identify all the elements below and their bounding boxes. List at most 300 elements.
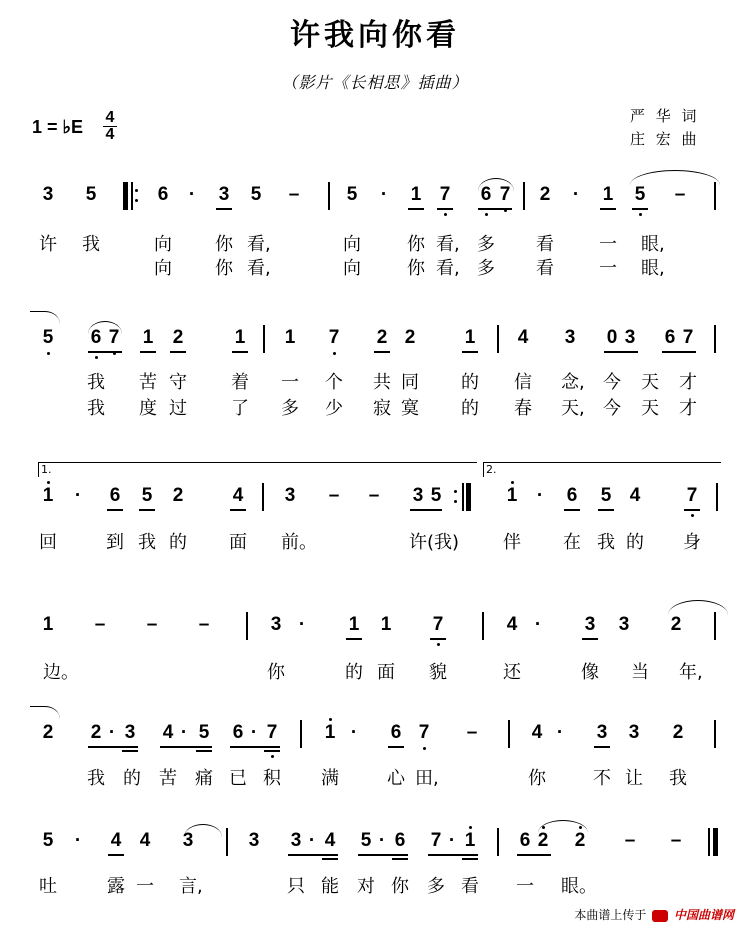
barline (226, 828, 228, 856)
lyric: 的 (461, 372, 479, 393)
lyric: 像 (581, 662, 599, 683)
lyric: 在 (563, 532, 581, 553)
note: 7 (499, 184, 511, 205)
barline (300, 720, 302, 748)
underline (346, 638, 362, 640)
lyric: 一 (136, 876, 154, 897)
note: 2 (376, 327, 388, 348)
note: · (74, 830, 82, 851)
lyric: 不 (593, 768, 611, 789)
note: · (380, 184, 388, 205)
lyric: 一 (516, 876, 534, 897)
note: 7 (439, 184, 451, 205)
slur (184, 824, 222, 837)
lyric: 我 (597, 532, 615, 553)
note: 3 (564, 327, 576, 348)
underline (392, 858, 408, 860)
note: 6 (519, 830, 531, 851)
lyric: 苦 (139, 372, 157, 393)
lyric: 看, (436, 234, 460, 255)
lyric: 度 (139, 398, 157, 419)
note: 3 (412, 485, 424, 506)
note: 3 (628, 722, 640, 743)
underline (88, 351, 122, 353)
octave-dot-below (691, 514, 694, 517)
tie-to-next-line (630, 170, 720, 185)
barline (246, 612, 248, 640)
note: 6 (664, 327, 676, 348)
barline (716, 483, 718, 511)
note: 3 (218, 184, 230, 205)
octave-dot-below (423, 747, 426, 750)
barline (328, 182, 330, 210)
underline (230, 509, 246, 511)
underline (216, 208, 232, 210)
lyric: 的 (345, 662, 363, 683)
note: 1 (410, 184, 422, 205)
note: – (146, 614, 158, 635)
brand-logo-icon (652, 910, 668, 922)
underline (196, 746, 212, 748)
note: – (466, 722, 478, 743)
note: – (94, 614, 106, 635)
slur (88, 321, 122, 334)
barline (523, 182, 525, 210)
lyric: 看 (461, 876, 479, 897)
barline (482, 612, 484, 640)
barline (497, 828, 499, 856)
underline (478, 208, 512, 210)
note: 4 (232, 485, 244, 506)
underline (410, 509, 442, 511)
note: 3 (248, 830, 260, 851)
octave-dot-below (444, 213, 447, 216)
octave-dot-below (639, 213, 642, 216)
underline (632, 208, 648, 210)
note: 3 (182, 830, 194, 851)
repeat-end-barline (466, 483, 471, 511)
underline (392, 854, 408, 856)
lyric: 看, (247, 258, 271, 279)
note: 3 (624, 327, 636, 348)
final-barline (713, 828, 718, 856)
barline (497, 325, 499, 353)
lyric: 只 (287, 876, 305, 897)
lyric: 你 (407, 234, 425, 255)
lyric: 了 (231, 398, 249, 419)
note: 7 (418, 722, 430, 743)
composer-credit: 庄 宏 曲 (630, 130, 700, 148)
lyric: 天 (641, 398, 659, 419)
lyric: 露 (107, 876, 125, 897)
barline (714, 182, 716, 210)
note: 5 (250, 184, 262, 205)
note: 6 (90, 327, 102, 348)
lyric: 向 (343, 234, 361, 255)
lyric: 苦 (159, 768, 177, 789)
underline (196, 750, 212, 752)
lyric: 同 (401, 372, 419, 393)
note: 4 (110, 830, 122, 851)
lyric: 我 (82, 234, 100, 255)
note: – (288, 184, 300, 205)
lyric: 一 (599, 258, 617, 279)
lyric: 让 (625, 768, 643, 789)
note: 6 (157, 184, 169, 205)
lyric: 寂 (373, 398, 391, 419)
note: 2 (672, 722, 684, 743)
note: 3 (270, 614, 282, 635)
note: 2 (90, 722, 102, 743)
barline (714, 720, 716, 748)
note: 5 (600, 485, 612, 506)
note: 5 (634, 184, 646, 205)
lyric: 春 (514, 398, 532, 419)
note: 1 (284, 327, 296, 348)
note: 3 (596, 722, 608, 743)
note: · (572, 184, 580, 205)
underline (594, 746, 610, 748)
lyric: 身 (683, 532, 701, 553)
lyric: 少 (325, 398, 343, 419)
lyric: 你 (407, 258, 425, 279)
underline (462, 854, 478, 856)
note: 6 (480, 184, 492, 205)
note: 7 (682, 327, 694, 348)
lyric: 你 (215, 258, 233, 279)
note: 2 (42, 722, 54, 743)
note: 7 (266, 722, 278, 743)
lyric: 多 (427, 876, 445, 897)
lyric: 貌 (429, 662, 447, 683)
octave-dot-below (113, 352, 116, 355)
underline (430, 638, 446, 640)
note: 4 (139, 830, 151, 851)
tie-to-next-line (668, 600, 728, 615)
volta-2: 2. (483, 462, 721, 477)
lyric: 才 (679, 372, 697, 393)
note: 7 (108, 327, 120, 348)
octave-dot-above (469, 826, 472, 829)
note: · (536, 485, 544, 506)
lyric: 看, (247, 234, 271, 255)
octave-dot-below (485, 213, 488, 216)
underline (437, 208, 453, 210)
lyric: 念, (561, 372, 585, 393)
note: · (556, 722, 564, 743)
note: 1 (42, 485, 54, 506)
lyric: 到 (106, 532, 124, 553)
octave-dot-above (511, 481, 514, 484)
note: · (250, 722, 258, 743)
lyric: 痛 (195, 768, 213, 789)
note: 5 (141, 485, 153, 506)
lyric: 你 (391, 876, 409, 897)
lyric: 满 (321, 768, 339, 789)
note: 6 (566, 485, 578, 506)
underline (108, 854, 124, 856)
lyric: 积 (263, 768, 281, 789)
note: 2 (172, 327, 184, 348)
note: 2 (172, 485, 184, 506)
note: · (534, 614, 542, 635)
lyric: 看 (536, 258, 554, 279)
lyric: 回 (39, 532, 57, 553)
octave-dot-below (95, 356, 98, 359)
lyric: 共 (373, 372, 391, 393)
lyric: 向 (154, 258, 172, 279)
lyric: 眼, (641, 258, 665, 279)
note: 1 (348, 614, 360, 635)
underline (139, 509, 155, 511)
repeat-end-barline-thin (462, 483, 464, 511)
lyric: 我 (87, 768, 105, 789)
song-title: 许我向你看 (290, 18, 460, 53)
lyric: 看 (536, 234, 554, 255)
underline (564, 509, 580, 511)
note: 2 (574, 830, 586, 851)
note: 7 (432, 614, 444, 635)
underline (598, 509, 614, 511)
octave-dot-below (504, 209, 507, 212)
time-signature-top: 4 (105, 109, 115, 126)
underline (264, 750, 280, 752)
lyric: 你 (267, 662, 285, 683)
lyric: 我 (138, 532, 156, 553)
barline (508, 720, 510, 748)
lyric: 向 (154, 234, 172, 255)
lyric: 许 (39, 234, 57, 255)
slur (478, 178, 514, 191)
lyric: 许(我) (409, 532, 460, 553)
upload-footer (574, 906, 734, 923)
octave-dot-below (437, 643, 440, 646)
underline (322, 858, 338, 860)
note: 1 (464, 830, 476, 851)
note: 1 (42, 614, 54, 635)
underline (107, 509, 123, 511)
underline (264, 746, 280, 748)
note: 5 (85, 184, 97, 205)
underline (122, 750, 138, 752)
note: · (298, 614, 306, 635)
underline (388, 746, 404, 748)
note: 5 (42, 327, 54, 348)
tie-from-prev-line (30, 311, 60, 324)
lyric: 眼, (641, 234, 665, 255)
note: – (624, 830, 636, 851)
underline (662, 351, 696, 353)
note: 4 (506, 614, 518, 635)
underline (462, 858, 478, 860)
note: 4 (162, 722, 174, 743)
lyric: 天 (641, 372, 659, 393)
note: 7 (686, 485, 698, 506)
note: · (378, 830, 386, 851)
underline (462, 351, 478, 353)
lyric: 着 (231, 372, 249, 393)
lyric: 眼。 (561, 876, 597, 897)
note: 1 (142, 327, 154, 348)
octave-dot-below (271, 755, 274, 758)
lyric: 田, (415, 768, 439, 789)
lyric: 信 (514, 372, 532, 393)
note: 1 (506, 485, 518, 506)
note: 4 (629, 485, 641, 506)
note: 5 (198, 722, 210, 743)
underline (582, 638, 598, 640)
lyric: 对 (357, 876, 375, 897)
note: 7 (430, 830, 442, 851)
note: 0 (606, 327, 618, 348)
lyric: 过 (169, 398, 187, 419)
octave-dot-below (47, 352, 50, 355)
lyric: 寞 (401, 398, 419, 419)
lyric: 我 (669, 768, 687, 789)
volta-1: 1. (38, 462, 477, 477)
lyric: 向 (343, 258, 361, 279)
note: 1 (464, 327, 476, 348)
note: · (74, 485, 82, 506)
lyric: 我 (87, 372, 105, 393)
note: 1 (324, 722, 336, 743)
lyric: 才 (679, 398, 697, 419)
note: 5 (346, 184, 358, 205)
lyric: 一 (281, 372, 299, 393)
lyric: 面 (229, 532, 247, 553)
lyric: 今 (603, 398, 621, 419)
note: · (448, 830, 456, 851)
note: 1 (234, 327, 246, 348)
lyric: 多 (477, 234, 495, 255)
underline (600, 208, 616, 210)
underline (170, 351, 186, 353)
barline (714, 612, 716, 640)
underline (684, 509, 700, 511)
lyric: 年, (679, 662, 703, 683)
time-signature-bottom: 4 (105, 126, 115, 143)
note: 1 (602, 184, 614, 205)
octave-dot-above (329, 718, 332, 721)
note: 5 (42, 830, 54, 851)
footer-text: 本曲谱上传于 (574, 908, 647, 922)
lyric: 的 (123, 768, 141, 789)
lyric: 的 (626, 532, 644, 553)
lyric: 心 (387, 768, 405, 789)
tie-from-prev-line (30, 706, 60, 719)
note: 6 (232, 722, 244, 743)
lyricist-credit: 严 华 词 (630, 107, 700, 125)
lyric: 伴 (503, 532, 521, 553)
lyric: 吐 (39, 876, 57, 897)
repeat-dots (135, 189, 138, 192)
note: 3 (124, 722, 136, 743)
lyric: 守 (169, 372, 187, 393)
repeat-dots (454, 490, 457, 493)
note: 3 (290, 830, 302, 851)
underline (322, 854, 338, 856)
note: 3 (42, 184, 54, 205)
note: 1 (380, 614, 392, 635)
underline (122, 746, 138, 748)
song-subtitle: （影片《长相思》插曲） (281, 73, 469, 92)
key-signature: 1 = ♭E (32, 117, 84, 137)
note: 3 (584, 614, 596, 635)
lyric: 多 (281, 398, 299, 419)
lyric: 你 (215, 234, 233, 255)
barline (262, 483, 264, 511)
underline (140, 351, 156, 353)
note: 3 (284, 485, 296, 506)
slur (538, 820, 588, 833)
lyric: 能 (321, 876, 339, 897)
note: 2 (539, 184, 551, 205)
note: 6 (394, 830, 406, 851)
lyric: 还 (503, 662, 521, 683)
underline (160, 746, 200, 748)
note: 6 (390, 722, 402, 743)
footer-brand: 中国曲谱网 (673, 908, 734, 922)
note: · (180, 722, 188, 743)
note: · (308, 830, 316, 851)
note: 4 (531, 722, 543, 743)
note: – (198, 614, 210, 635)
lyric: 看, (436, 258, 460, 279)
note: · (108, 722, 116, 743)
note: – (368, 485, 380, 506)
repeat-start-barline-thin (131, 182, 133, 210)
barline (263, 325, 265, 353)
lyric: 我 (87, 398, 105, 419)
lyric: 当 (631, 662, 649, 683)
note: 2 (404, 327, 416, 348)
lyric: 已 (229, 768, 247, 789)
octave-dot-above (47, 481, 50, 484)
note: 2 (670, 614, 682, 635)
time-signature (102, 110, 118, 143)
note: 4 (324, 830, 336, 851)
lyric: 你 (528, 768, 546, 789)
note: – (670, 830, 682, 851)
note: 6 (109, 485, 121, 506)
note: 4 (517, 327, 529, 348)
repeat-start-barline (123, 182, 128, 210)
lyric: 一 (599, 234, 617, 255)
note: · (188, 184, 196, 205)
lyric: 个 (325, 372, 343, 393)
lyric: 的 (169, 532, 187, 553)
underline (604, 351, 638, 353)
barline (714, 325, 716, 353)
lyric: 天, (561, 398, 585, 419)
note: 5 (430, 485, 442, 506)
note: 5 (360, 830, 372, 851)
lyric: 言, (179, 876, 203, 897)
lyric: 面 (377, 662, 395, 683)
lyric: 前。 (281, 532, 317, 553)
lyric: 边。 (43, 662, 79, 683)
lyric: 的 (461, 398, 479, 419)
underline (408, 208, 424, 210)
underline (517, 854, 551, 856)
note: 7 (328, 327, 340, 348)
note: 3 (618, 614, 630, 635)
note: · (350, 722, 358, 743)
final-barline-thin (708, 828, 710, 856)
note: – (328, 485, 340, 506)
underline (232, 351, 248, 353)
octave-dot-below (333, 352, 336, 355)
